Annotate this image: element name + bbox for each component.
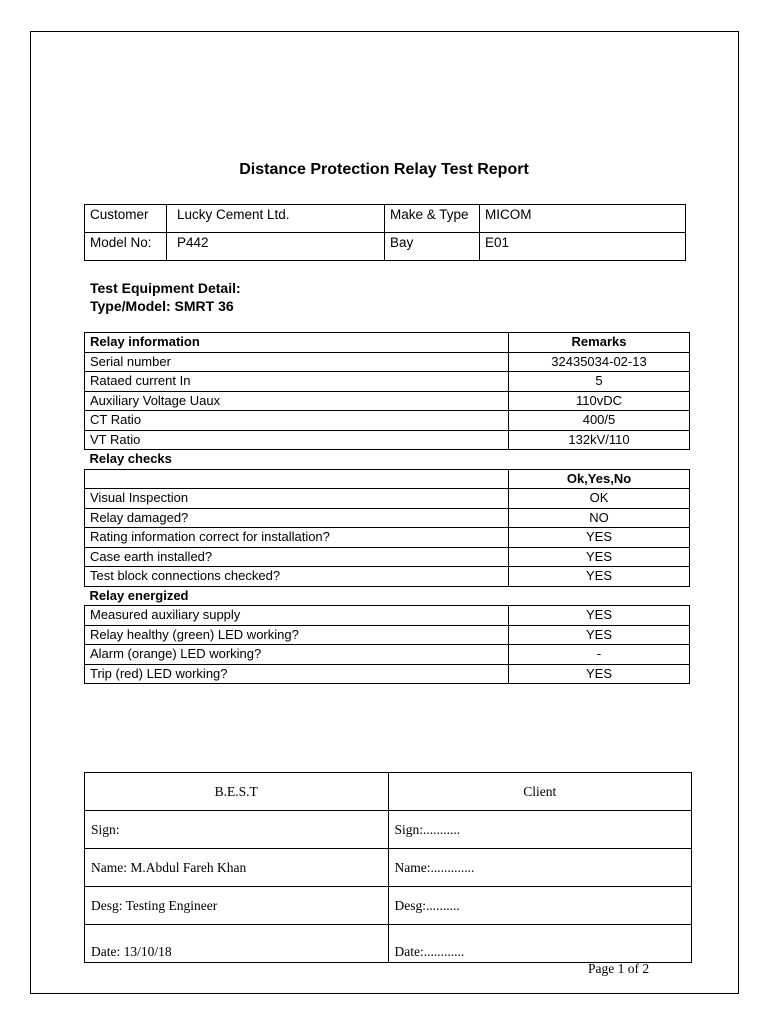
table-row [85, 606, 690, 626]
signature-name-row [85, 849, 692, 887]
relay-checks-blank [85, 469, 509, 489]
table-row [85, 645, 690, 665]
client-name: Name:............. [388, 849, 692, 887]
customer-label: Customer [85, 205, 167, 233]
row-value: YES [509, 664, 690, 684]
signature-date-row [85, 925, 692, 963]
equipment-model: Type/Model: SMRT 36 [90, 298, 234, 314]
relay-checks-heading: Relay checks [89, 451, 172, 466]
make-label: Make & Type [385, 205, 480, 233]
table-row [85, 372, 690, 392]
model-value: P442 [167, 233, 385, 261]
row-value: YES [509, 528, 690, 548]
ok-yes-no-heading: Ok,Yes,No [509, 469, 690, 489]
relay-table [84, 332, 690, 684]
client-designation: Desg:.......... [388, 887, 692, 925]
row-label: Rating information correct for installation? [85, 528, 509, 548]
header-table [84, 204, 686, 261]
row-value: YES [509, 625, 690, 645]
relay-checks-spacer [509, 450, 690, 470]
row-label: CT Ratio [85, 411, 509, 431]
row-label: Visual Inspection [85, 489, 509, 509]
row-label: Trip (red) LED working? [85, 664, 509, 684]
relay-info-header [85, 333, 690, 353]
bay-value: E01 [480, 233, 686, 261]
page-number: Page 1 of 2 [588, 961, 650, 976]
row-value: - [509, 645, 690, 665]
table-row [85, 352, 690, 372]
relay-energized-spacer [509, 586, 690, 606]
best-designation: Desg: Testing Engineer [85, 887, 389, 925]
best-heading: B.E.S.T [85, 773, 389, 811]
row-label: Test block connections checked? [85, 567, 509, 587]
row-value: 32435034-02-13 [509, 352, 690, 372]
table-row [85, 664, 690, 684]
relay-energized-heading: Relay energized [89, 587, 189, 603]
client-heading: Client [388, 773, 692, 811]
relay-energized-section [85, 586, 690, 606]
row-label: Serial number [85, 352, 509, 372]
row-value: 132kV/110 [509, 430, 690, 450]
table-row [85, 508, 690, 528]
signature-table [84, 772, 692, 963]
row-value: 110vDC [509, 391, 690, 411]
row-label: VT Ratio [85, 430, 509, 450]
row-value: OK [509, 489, 690, 509]
customer-value: Lucky Cement Ltd. [167, 205, 385, 233]
table-row [85, 391, 690, 411]
signature-sign-row [85, 811, 692, 849]
row-label: Case earth installed? [85, 547, 509, 567]
table-row [85, 528, 690, 548]
row-value: 400/5 [509, 411, 690, 431]
row-value: 5 [509, 372, 690, 392]
row-label: Rataed current In [85, 372, 509, 392]
table-row [85, 625, 690, 645]
header-row-customer [85, 205, 686, 233]
remarks-heading: Remarks [509, 333, 690, 353]
table-row [85, 411, 690, 431]
table-row [85, 489, 690, 509]
best-name: Name: M.Abdul Fareh Khan [85, 849, 389, 887]
signature-desg-row [85, 887, 692, 925]
model-label: Model No: [85, 233, 167, 261]
signature-header-row [85, 773, 692, 811]
bay-label: Bay [385, 233, 480, 261]
relay-checks-section [85, 450, 690, 470]
row-label: Auxiliary Voltage Uaux [85, 391, 509, 411]
row-label: Relay healthy (green) LED working? [85, 625, 509, 645]
client-sign: Sign:........... [388, 811, 692, 849]
relay-info-heading: Relay information [85, 333, 509, 353]
best-sign: Sign: [85, 811, 389, 849]
table-row [85, 547, 690, 567]
row-value: YES [509, 606, 690, 626]
row-value: YES [509, 547, 690, 567]
row-label: Measured auxiliary supply [85, 606, 509, 626]
row-label: Alarm (orange) LED working? [85, 645, 509, 665]
header-row-model [85, 233, 686, 261]
row-value: YES [509, 567, 690, 587]
make-value: MICOM [480, 205, 686, 233]
relay-checks-header [85, 469, 690, 489]
table-row [85, 430, 690, 450]
equipment-heading: Test Equipment Detail: [90, 280, 241, 296]
equipment-detail [90, 279, 241, 315]
client-date: Date:............ [388, 925, 692, 963]
report-title: Distance Protection Relay Test Report [239, 161, 529, 178]
best-date: Date: 13/10/18 [85, 925, 389, 963]
row-label: Relay damaged? [85, 508, 509, 528]
row-value: NO [509, 508, 690, 528]
table-row [85, 567, 690, 587]
